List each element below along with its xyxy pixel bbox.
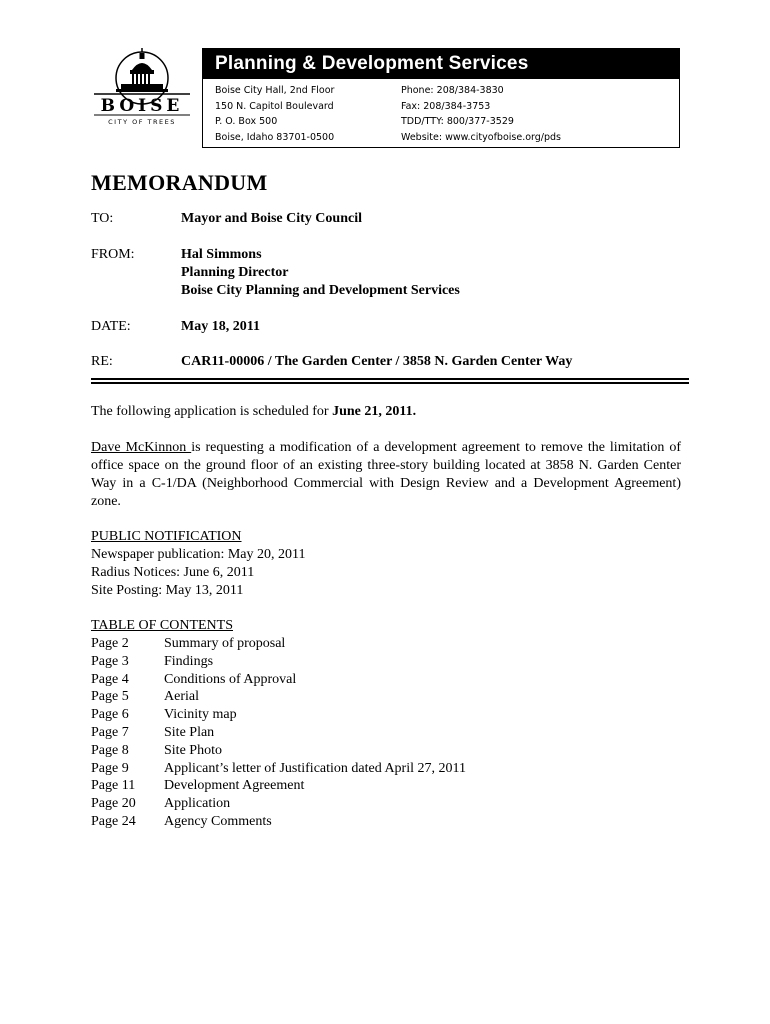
toc-page: Page 24 (91, 813, 136, 829)
tdd-line: TDD/TTY: 800/377-3529 (401, 116, 514, 127)
address-line: Boise, Idaho 83701-0500 (215, 131, 335, 143)
toc-page: Page 2 (91, 636, 129, 651)
toc-page: Page 5 (91, 689, 129, 705)
toc-page: Page 8 (91, 742, 129, 758)
toc-page: Page 9 (91, 760, 129, 776)
toc-page: Page 11 (91, 778, 136, 794)
toc-desc: Conditions of Approval (164, 671, 297, 687)
address-block (215, 83, 334, 145)
request-text: is requesting a modification of a development agreement to remove the limitation of office space on the ground floor of an existing three-story building located at 3858 N. Garden Center Way in a C-1/DA (Neighborhood Commercial with Design Review and a Development Agreement) zone. (91, 440, 682, 509)
public-notification-section (91, 528, 681, 600)
hearing-date: June 21, 2011. (332, 404, 417, 419)
from-title: Planning Director (181, 265, 289, 280)
toc-page: Page 20 (91, 796, 136, 812)
intro-paragraph (91, 403, 681, 421)
from-name: Hal Simmons (181, 247, 262, 262)
toc-desc: Applicant’s letter of Justification dated April 27, 2011 (164, 760, 466, 776)
toc-desc: Development Agreement (164, 778, 305, 794)
toc-row (91, 760, 681, 778)
from-department: Boise City Planning and Development Services (181, 283, 460, 298)
toc-desc: Site Photo (164, 742, 222, 758)
toc-row (91, 777, 681, 795)
capitol-dome-icon (92, 48, 192, 130)
applicant-name: Dave McKinnon (91, 440, 192, 455)
address-line: 150 N. Capitol Boulevard (215, 100, 334, 112)
from-value (181, 246, 460, 300)
toc-row (91, 724, 681, 742)
table-of-contents (91, 617, 681, 831)
boise-logo (92, 48, 192, 130)
toc-row (91, 813, 681, 831)
re-value: CAR11-00006 / The Garden Center / 3858 N. Garden Center Way (181, 354, 573, 369)
toc-row (91, 795, 681, 813)
address-line: P. O. Box 500 (215, 116, 278, 127)
logo-subtext: CITY OF TREES (108, 118, 176, 126)
toc-desc: Aerial (164, 689, 199, 705)
toc-desc: Vicinity map (164, 707, 237, 723)
banner-title: Planning & Development Services (203, 49, 679, 79)
address-line: Boise City Hall, 2nd Floor (215, 85, 335, 96)
re-label: RE: (91, 354, 113, 369)
newspaper-line: Newspaper publication: May 20, 2011 (91, 547, 306, 562)
toc-row (91, 688, 681, 706)
toc-page: Page 4 (91, 671, 129, 687)
toc-row (91, 635, 681, 653)
toc-row (91, 653, 681, 671)
posting-line: Site Posting: May 13, 2011 (91, 583, 244, 598)
divider (91, 382, 689, 384)
logo-text: BOISE (100, 96, 184, 116)
toc-row (91, 671, 681, 689)
date-value: May 18, 2011 (181, 319, 260, 334)
fax-line: Fax: 208/384-3753 (401, 100, 491, 112)
toc-desc: Summary of proposal (164, 636, 286, 651)
toc-desc: Agency Comments (164, 813, 272, 829)
phone-line: Phone: 208/384-3830 (401, 85, 504, 96)
section-heading: TABLE OF CONTENTS (91, 618, 233, 633)
date-label: DATE: (91, 319, 131, 334)
to-value: Mayor and Boise City Council (181, 211, 362, 226)
to-label: TO: (91, 211, 114, 226)
from-label: FROM: (91, 247, 135, 262)
toc-desc: Findings (164, 653, 214, 669)
toc-desc: Site Plan (164, 724, 215, 740)
toc-desc: Application (164, 796, 231, 812)
website-line: Website: www.cityofboise.org/pds (401, 131, 562, 143)
toc-page: Page 3 (91, 653, 129, 669)
intro-text: The following application is scheduled for (91, 404, 333, 419)
divider (91, 378, 689, 380)
contact-block (401, 83, 561, 145)
request-paragraph (91, 439, 681, 511)
section-heading: PUBLIC NOTIFICATION (91, 529, 242, 544)
memo-title: MEMORANDUM (91, 170, 268, 195)
radius-line: Radius Notices: June 6, 2011 (91, 565, 255, 580)
toc-row (91, 742, 681, 760)
toc-row (91, 706, 681, 724)
toc-page: Page 6 (91, 707, 129, 723)
toc-page: Page 7 (91, 724, 129, 740)
letterhead-banner (202, 48, 680, 148)
